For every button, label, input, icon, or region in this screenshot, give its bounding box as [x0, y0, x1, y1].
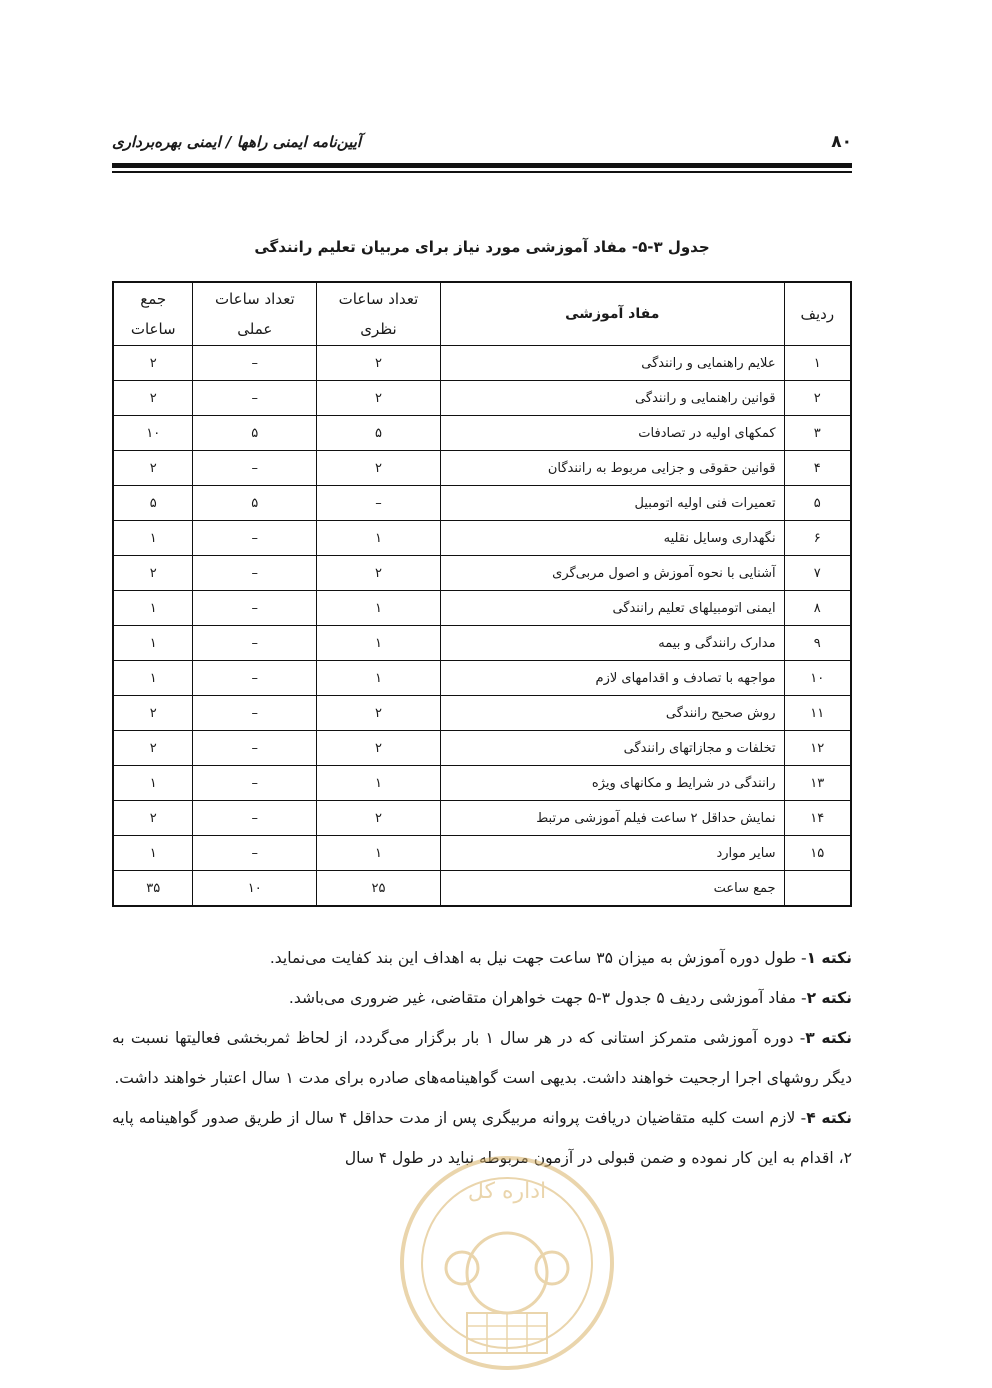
row-practice-cell: –	[193, 836, 317, 871]
table-row	[113, 591, 851, 626]
row-practice-cell: –	[193, 731, 317, 766]
row-index-cell: ۴	[784, 451, 851, 486]
row-theory-cell: ۲	[317, 801, 441, 836]
table-body	[113, 346, 851, 907]
row-total-cell: ۱	[113, 521, 193, 556]
row-theory-cell: ۲۵	[317, 871, 441, 907]
row-index-cell: ۸	[784, 591, 851, 626]
row-practice-cell: –	[193, 556, 317, 591]
row-subject-cell: مواجهه با تصادف و اقدامهای لازم	[440, 661, 784, 696]
row-index-cell: ۲	[784, 381, 851, 416]
row-subject-cell: ایمنی اتومبیلهای تعلیم رانندگی	[440, 591, 784, 626]
row-subject-cell: مدارک رانندگی و بیمه	[440, 626, 784, 661]
row-index-cell	[784, 871, 851, 907]
row-total-cell: ۱	[113, 836, 193, 871]
row-subject-cell: کمکهای اولیه در تصادفات	[440, 416, 784, 451]
row-total-cell: ۲	[113, 696, 193, 731]
row-index-cell: ۱۲	[784, 731, 851, 766]
row-practice-cell: ۵	[193, 416, 317, 451]
row-subject-cell: علایم راهنمایی و رانندگی	[440, 346, 784, 381]
table-row	[113, 626, 851, 661]
row-total-cell: ۲	[113, 346, 193, 381]
page-number: ۸۰	[831, 132, 852, 152]
running-title: آیین‌نامه ایمنی راهها / ایمنی بهره‌برداری	[112, 133, 362, 151]
row-subject-cell: تعمیرات فنی اولیه اتومبیل	[440, 486, 784, 521]
row-total-cell: ۲	[113, 731, 193, 766]
header-theory-hours: تعداد ساعات نظری	[317, 282, 441, 346]
row-theory-cell: ۲	[317, 731, 441, 766]
table-row	[113, 731, 851, 766]
row-index-cell: ۹	[784, 626, 851, 661]
page-header	[112, 128, 852, 156]
row-subject-cell: روش صحیح رانندگی	[440, 696, 784, 731]
table-header-row	[113, 282, 851, 346]
notes-section	[112, 938, 852, 1178]
row-subject-cell: نگهداری وسایل نقلیه	[440, 521, 784, 556]
row-practice-cell: –	[193, 626, 317, 661]
row-practice-cell: –	[193, 766, 317, 801]
table-row	[113, 521, 851, 556]
table-row	[113, 556, 851, 591]
row-total-cell: ۱۰	[113, 416, 193, 451]
header-rule-thin	[112, 171, 852, 173]
row-practice-cell: –	[193, 521, 317, 556]
header-practice-hours: تعداد ساعات عملی	[193, 282, 317, 346]
row-subject-cell: آشنایی با نحوه آموزش و اصول مربی‌گری	[440, 556, 784, 591]
row-practice-cell: –	[193, 381, 317, 416]
gear-icon	[467, 1233, 547, 1313]
row-subject-cell: قوانین راهنمایی و رانندگی	[440, 381, 784, 416]
table-row	[113, 346, 851, 381]
row-subject-cell: رانندگی در شرایط و مکانهای ویژه	[440, 766, 784, 801]
row-subject-cell: سایر موارد	[440, 836, 784, 871]
row-theory-cell: ۱	[317, 836, 441, 871]
row-theory-cell: ۵	[317, 416, 441, 451]
table-caption: جدول ۳-۵- مفاد آموزشی مورد نیاز برای مربیان تعلیم رانندگی	[254, 238, 710, 256]
table-row	[113, 416, 851, 451]
row-index-cell: ۱۵	[784, 836, 851, 871]
watermark-stamp	[392, 1148, 622, 1378]
row-index-cell: ۱۰	[784, 661, 851, 696]
table-total-row	[113, 871, 851, 907]
row-theory-cell: ۱	[317, 626, 441, 661]
row-practice-cell: –	[193, 801, 317, 836]
note-2: نکته ۲- مفاد آموزشی ردیف ۵ جدول ۳-۵ جهت خواهران متقاضی، غیر ضروری می‌باشد.	[288, 989, 852, 1007]
row-total-cell: ۱	[113, 766, 193, 801]
row-index-cell: ۱۱	[784, 696, 851, 731]
curriculum-table	[112, 281, 852, 907]
row-total-cell: ۲	[113, 381, 193, 416]
row-theory-cell: ۲	[317, 381, 441, 416]
table-row	[113, 381, 851, 416]
row-practice-cell: –	[193, 451, 317, 486]
row-total-cell: ۱	[113, 661, 193, 696]
row-total-cell: ۵	[113, 486, 193, 521]
watermark-text: اداره کل	[467, 1179, 547, 1204]
row-total-cell: ۲	[113, 801, 193, 836]
table-row	[113, 696, 851, 731]
row-theory-cell: ۲	[317, 556, 441, 591]
row-total-cell: ۱	[113, 626, 193, 661]
row-subject-cell: قوانین حقوقی و جزایی مربوط به رانندگان	[440, 451, 784, 486]
row-total-cell: ۳۵	[113, 871, 193, 907]
note-3: نکته ۳- دوره آموزشی متمرکز استانی که در هر سال ۱ بار برگزار می‌گردد، از لحاظ ثمربخشی فعالیتها نسبت به دیگر روشهای اجرا ارجحیت خواهند داشت. بدیهی است گواهینامه‌های صادره برای مدت ۱ سال اعتبار خواهند داشت.	[112, 1029, 852, 1087]
row-index-cell: ۳	[784, 416, 851, 451]
row-subject-cell: نمایش حداقل ۲ ساعت فیلم آموزشی مرتبط	[440, 801, 784, 836]
row-practice-cell: ۵	[193, 486, 317, 521]
cog-icon	[536, 1252, 568, 1284]
row-index-cell: ۱	[784, 346, 851, 381]
row-practice-cell: –	[193, 591, 317, 626]
row-index-cell: ۵	[784, 486, 851, 521]
row-practice-cell: –	[193, 661, 317, 696]
header-rule-thick	[112, 163, 852, 168]
row-total-cell: ۲	[113, 556, 193, 591]
note-4: نکته ۴- لازم است کلیه متقاضیان دریافت پروانه مربیگری پس از مدت حداقل ۴ سال از طریق صدور گواهینامه پایه ۲، اقدام به این کار نموده و ضمن قبولی در آزمون مربوطه نباید در طول ۴ سال	[112, 1109, 852, 1167]
row-index-cell: ۱۳	[784, 766, 851, 801]
row-total-cell: ۲	[113, 451, 193, 486]
table-row	[113, 661, 851, 696]
row-index-cell: ۷	[784, 556, 851, 591]
row-practice-cell: ۱۰	[193, 871, 317, 907]
table-row	[113, 836, 851, 871]
note-1: نکته ۱- طول دوره آموزش به میزان ۳۵ ساعت جهت نیل به اهداف این بند کفایت می‌نماید.	[269, 949, 852, 967]
row-total-cell: ۱	[113, 591, 193, 626]
row-theory-cell: ۲	[317, 346, 441, 381]
table-row	[113, 486, 851, 521]
header-subject: مفاد آموزشی	[440, 282, 784, 346]
row-practice-cell: –	[193, 696, 317, 731]
row-theory-cell: ۱	[317, 521, 441, 556]
scale-icon	[446, 1252, 478, 1284]
row-theory-cell: ۱	[317, 661, 441, 696]
row-theory-cell: ۲	[317, 696, 441, 731]
table-row	[113, 801, 851, 836]
row-practice-cell: –	[193, 346, 317, 381]
row-theory-cell: ۲	[317, 451, 441, 486]
row-theory-cell: ۱	[317, 591, 441, 626]
header-total-hours: جمع ساعات	[113, 282, 193, 346]
row-subject-cell: جمع ساعت	[440, 871, 784, 907]
table-row	[113, 451, 851, 486]
header-index: ردیف	[784, 282, 851, 346]
row-index-cell: ۱۴	[784, 801, 851, 836]
row-subject-cell: تخلفات و مجازاتهای رانندگی	[440, 731, 784, 766]
row-theory-cell: –	[317, 486, 441, 521]
row-theory-cell: ۱	[317, 766, 441, 801]
table-row	[113, 766, 851, 801]
row-index-cell: ۶	[784, 521, 851, 556]
